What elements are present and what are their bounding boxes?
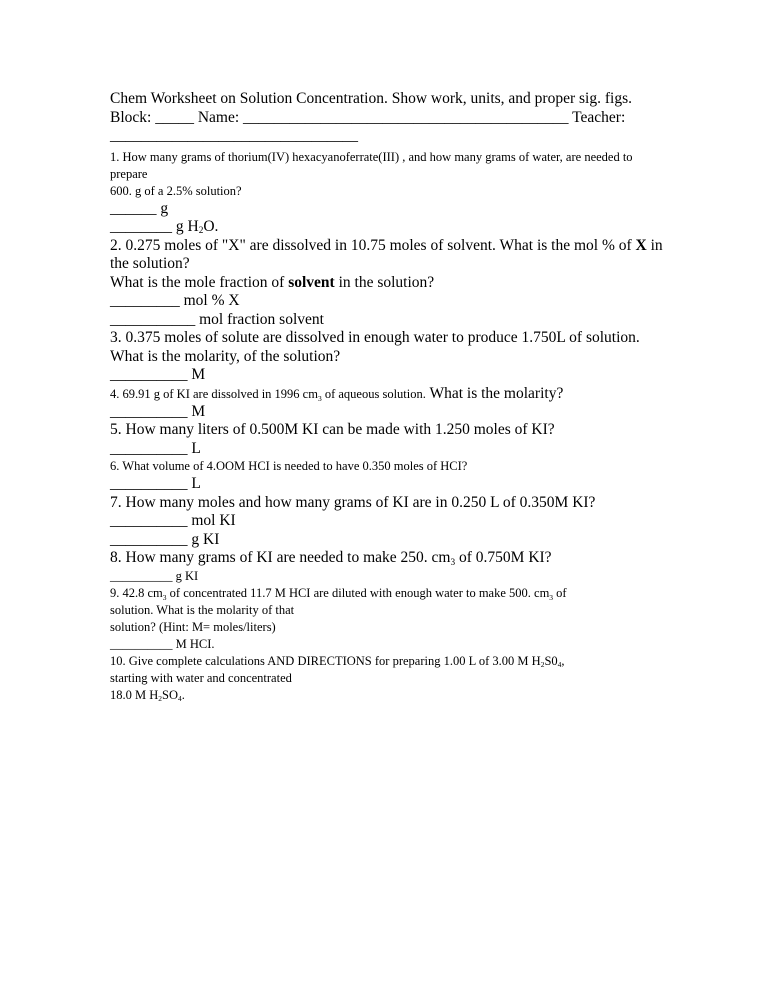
question-2-answer-1: _________ mol % X: [110, 292, 240, 309]
question-7-answer-1: __________ mol KI: [110, 512, 236, 529]
question-3-text-2: What is the molarity, of the solution?: [110, 347, 341, 365]
question-1-answer-2: ________ g $H_2O$.: [110, 218, 219, 236]
block-label: Block: _____: [110, 108, 194, 126]
question-10-text: 10. Give complete calculations AND DIRECTIONS for preparing 1.00 L of 3.00 M $H_2S0_4$,: [110, 653, 565, 669]
name-label: Name: __________________________________________: [197, 108, 569, 126]
question-2-answer-2: ___________ mol fraction solvent: [110, 310, 324, 328]
worksheet-content: [110, 90, 670, 704]
question-5-text: 5. How many liters of 0.500M KI can be made with 1.250 moles of KI?: [110, 421, 555, 438]
question-9-text-3: solution? (Hint: M= moles/liters): [110, 619, 276, 634]
teacher-label: Teacher:: [572, 108, 626, 126]
worksheet-title: Chem Worksheet on Solution Concentration. Show work, units, and proper sig. figs.: [110, 90, 632, 107]
question-9-answer: __________ M HCI.: [110, 636, 215, 651]
question-1-answer-1: ______ g: [110, 199, 169, 217]
teacher-line: ________________________________: [110, 127, 358, 144]
question-10-text-2: starting with water and concentrated: [110, 670, 292, 685]
question-1-text-2: 600. g of a 2.5% solution?: [110, 183, 242, 198]
question-9-text: 9. 42.8 $cm^3$ of concentrated 11.7 M HCI are diluted with enough water to make 500. $cm^3$ of: [110, 585, 567, 602]
question-6-text: 6. What volume of 4.OOM HCI is needed to have 0.350 moles of HCI?: [110, 459, 468, 473]
question-3-answer: __________ M: [110, 366, 206, 383]
question-7-text: 7. How many moles and how many grams of KI are in 0.250 L of 0.350M KI?: [110, 493, 596, 511]
question-4-text: 4. 69.91 g of KI are dissolved in 1996 $cm^3$ of aqueous solution. What is the molarity?: [110, 384, 564, 403]
question-2-text-2: What is the mole fraction of solvent in the solution?: [110, 273, 435, 291]
question-3-text: 3. 0.375 moles of solute are dissolved in enough water to produce 1.750L of solution.: [110, 329, 640, 346]
question-5-answer: __________ L: [110, 439, 201, 457]
header-line: [110, 109, 670, 128]
question-4-answer: __________ M: [110, 402, 206, 420]
question-2-text: 2. 0.275 moles of "X" are dissolved in 10.75 moles of solvent. What is the mol % of X in the solution?: [110, 236, 663, 272]
question-6-answer: __________ L: [110, 475, 201, 492]
question-1-text: 1. How many grams of thorium(IV) hexacyanoferrate(III) , and how many grams of water, are needed to prepare: [110, 149, 633, 181]
question-7-answer-2: __________ g KI: [110, 530, 220, 548]
question-8-text: 8. How many grams of KI are needed to make 250. $cm^3$ of 0.750M KI?: [110, 549, 552, 568]
question-10-text-3: 18.0 M $H_2SO_4$.: [110, 687, 185, 703]
question-9-text-2: solution. What is the molarity of that: [110, 602, 295, 617]
question-8-answer: __________ g KI: [110, 568, 199, 583]
